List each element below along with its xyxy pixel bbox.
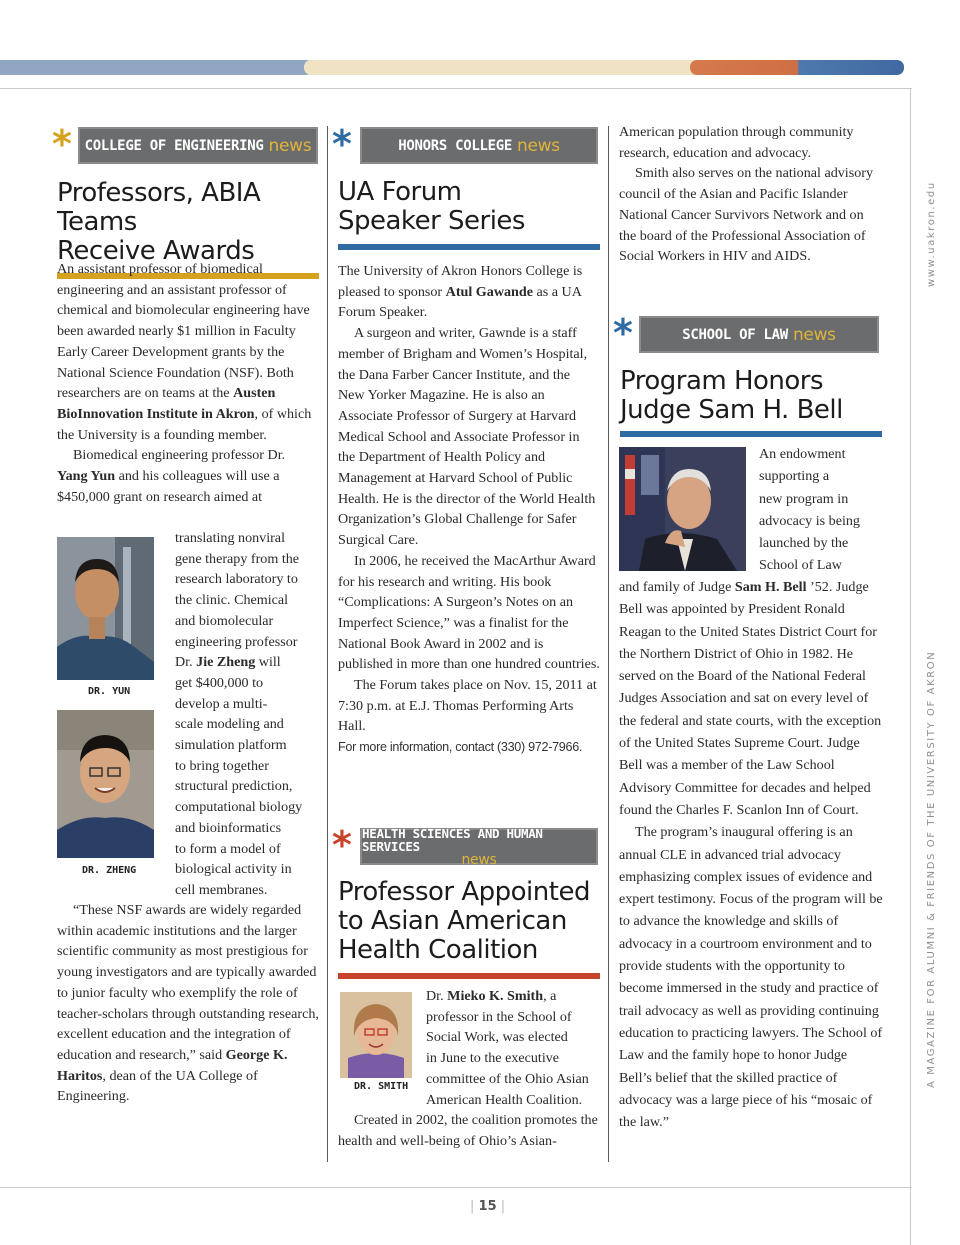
photo-caption: DR. ZHENG <box>82 865 137 876</box>
dr-yun-photo <box>57 537 154 680</box>
top-divider <box>0 88 912 89</box>
paragraph: A surgeon and writer, Gawnde is a staff member of Brigham and Women’s Hospital, the Dana Farber Cancer Institute, and the New Yorker Magazine. He is also an Associate Professor of Surgery at Harvard Medical School and Associate Professor in the Department of Health Policy and Management at Harvard School of Public Health. He is the director of the World Health Organization’s Global Challenge for Safer Surgical Care. <box>338 325 596 549</box>
headline-line: Health Coalition <box>338 935 538 965</box>
section-header-box <box>78 127 318 164</box>
law-wrap-text: An endowment supporting a new program in advocacy is being launched by the School of Law <box>759 446 860 574</box>
headline-rule <box>620 431 882 437</box>
honors-article <box>332 122 602 250</box>
engineering-header <box>52 122 320 166</box>
honors-body <box>338 261 600 758</box>
top-color-bar-beige <box>304 60 724 75</box>
sidebar-magazine-title: A MAGAZINE FOR ALUMNI & FRIENDS OF THE UNIVERSITY OF AKRON <box>926 650 937 1088</box>
health-continued-body <box>619 122 881 267</box>
engineering-body-end <box>57 900 319 1107</box>
judge-bell-photo <box>619 447 746 571</box>
headline <box>57 179 320 266</box>
section-header-box <box>360 127 598 164</box>
law-header <box>613 311 883 355</box>
section-label: HEALTH SCIENCES AND HUMAN SERVICES <box>362 825 543 854</box>
headline <box>620 367 883 425</box>
page-number: | 15 | <box>470 1199 506 1214</box>
asterisk-icon: * <box>332 823 352 867</box>
top-color-bar-accent <box>690 60 904 75</box>
headline-line: Program Honors <box>620 366 824 396</box>
headline-line: UA Forum <box>338 177 462 207</box>
paragraph: The University of Akron Honors College is pleased to sponsor Atul Gawande as a UA Forum Speaker. <box>338 263 583 321</box>
paragraph: The Forum takes place on Nov. 15, 2011 at 7:30 p.m. at E.J. Thomas Performing Arts Hall. <box>338 677 597 735</box>
paragraph: In 2006, he received the MacArthur Award for his research and writing. His book “Complications: A Surgeon’s Notes on an Imperfect Science,” was a finalist for the National Book Award in 2002 and is published in more than one hundred countries. <box>338 552 600 673</box>
asterisk-icon: * <box>52 122 72 166</box>
photo-caption: DR. YUN <box>88 686 131 697</box>
section-label: COLLEGE OF ENGINEERING <box>84 137 264 154</box>
section-news-label: news <box>461 851 497 868</box>
paragraph: Created in 2002, the coalition promotes the health and well-being of Ohio’s Asian- <box>338 1112 598 1149</box>
section-news-label: news <box>792 324 836 345</box>
paragraph: American population through community research, education and advocacy. <box>619 124 854 161</box>
engineering-body <box>57 259 319 507</box>
honors-header <box>332 122 602 166</box>
engineering-article <box>52 122 320 279</box>
section-header-box <box>639 316 879 353</box>
section-label: SCHOOL OF LAW <box>682 326 788 343</box>
headline-line: Receive Awards <box>57 236 255 266</box>
section-header-box <box>360 825 598 868</box>
right-margin-divider <box>910 88 911 1245</box>
headline-rule <box>338 973 600 979</box>
photo-caption: DR. SMITH <box>354 1081 409 1092</box>
headline-line: Speaker Series <box>338 206 525 236</box>
contact-info: For more information, contact (330) 972-7966. <box>338 740 583 755</box>
section-news-label: news <box>517 135 560 156</box>
paragraph: Biomedical engineering professor Dr. Yang Yun and his colleagues will use a $450,000 grant on research aimed at <box>57 447 286 505</box>
paragraph: Smith also serves on the national advisory council of the Asian and Pacific Islander National Cancer Survivors Network and on the board of the Professional Association of Social Workers in HIV and AIDS. <box>619 165 873 265</box>
law-article <box>613 311 883 437</box>
section-label: HONORS COLLEGE <box>398 137 512 154</box>
column-divider <box>327 126 328 1162</box>
health-article <box>332 823 602 979</box>
headline-line: Judge Sam H. Bell <box>620 395 843 425</box>
headline <box>338 178 602 236</box>
column-divider <box>608 126 609 1162</box>
headline-line: Professor Appointed <box>338 877 590 907</box>
headline-line: Professors, ABIA Teams <box>57 178 261 237</box>
health-header <box>332 823 602 868</box>
paragraph: and family of Judge Sam H. Bell ’52. Judge Bell was appointed by President Ronald Reagan to the United States District Court for the Northern District of Ohio in 1982. He served on the Board of the National Federal Judges Association and sat on every level of the federal and state courts, with the exception of the United States Supreme Court. Judge Bell was a member of the Law School Advisory Committee for decades and helped found the Charles F. Scanlon Inn of Court. <box>619 579 882 818</box>
headline-rule <box>338 244 600 250</box>
paragraph: An assistant professor of biomedical engineering and an assistant professor of chemical and biomolecular engineering have been awarded nearly $1 million in Faculty Early Career Development grants by the National Science Foundation (NSF). Both researchers are on teams at the Austen BioInnovation Institute in Akron, of which the University is a founding member. <box>57 261 312 443</box>
asterisk-icon: * <box>613 311 633 355</box>
engineering-wrap-text: translating nonviral gene therapy from the research laboratory to the clinic. Chemical and biomolecular engineering professor Dr. Jie Zheng will get $400,000 to develop a multi- scale modeling and simulation platform to bring together structural prediction, computational biology and bioinformatics to form a model of biological activity in cell membranes. <box>175 530 303 898</box>
top-color-bar-blue <box>0 60 314 75</box>
asterisk-icon: * <box>332 122 352 166</box>
paragraph: “These NSF awards are widely regarded within academic institutions and the larger scientific community as most prestigious for young investigators and are typically awarded to junior faculty who exemplify the role of teacher-scholars through outstanding research, excellent education and the integration of education and research,” said George K. Haritos, dean of the UA College of Engineering. <box>57 902 319 1105</box>
sidebar-url: www.uakron.edu <box>926 181 937 287</box>
dr-smith-photo <box>340 992 412 1078</box>
dr-zheng-photo <box>57 710 154 858</box>
headline-line: to Asian American <box>338 906 567 936</box>
health-body <box>338 1110 600 1151</box>
bottom-divider <box>0 1187 912 1188</box>
paragraph: The program’s inaugural offering is an annual CLE in advanced trial advocacy emphasizing complex issues of evidence and expert testimony. Focus of the program will be to advance the knowledge and skills of advocacy in a courtroom environment and to provide students with the opportunity to become immersed in the study and practice of trail advocacy as well as providing continuing education to practicing lawyers. The School of Law and the family hope to honor Judge Bell’s belief that the skilled practice of advocacy was a large piece of his “mosaic of the law.” <box>619 824 883 1131</box>
section-news-label: news <box>268 135 312 156</box>
health-wrap-text: Dr. Mieko K. Smith, a professor in the School of Social Work, was elected in June to the executive committee of the Ohio Asian American Health Coalition. <box>426 988 589 1108</box>
headline <box>338 878 602 965</box>
law-body <box>619 576 883 1133</box>
